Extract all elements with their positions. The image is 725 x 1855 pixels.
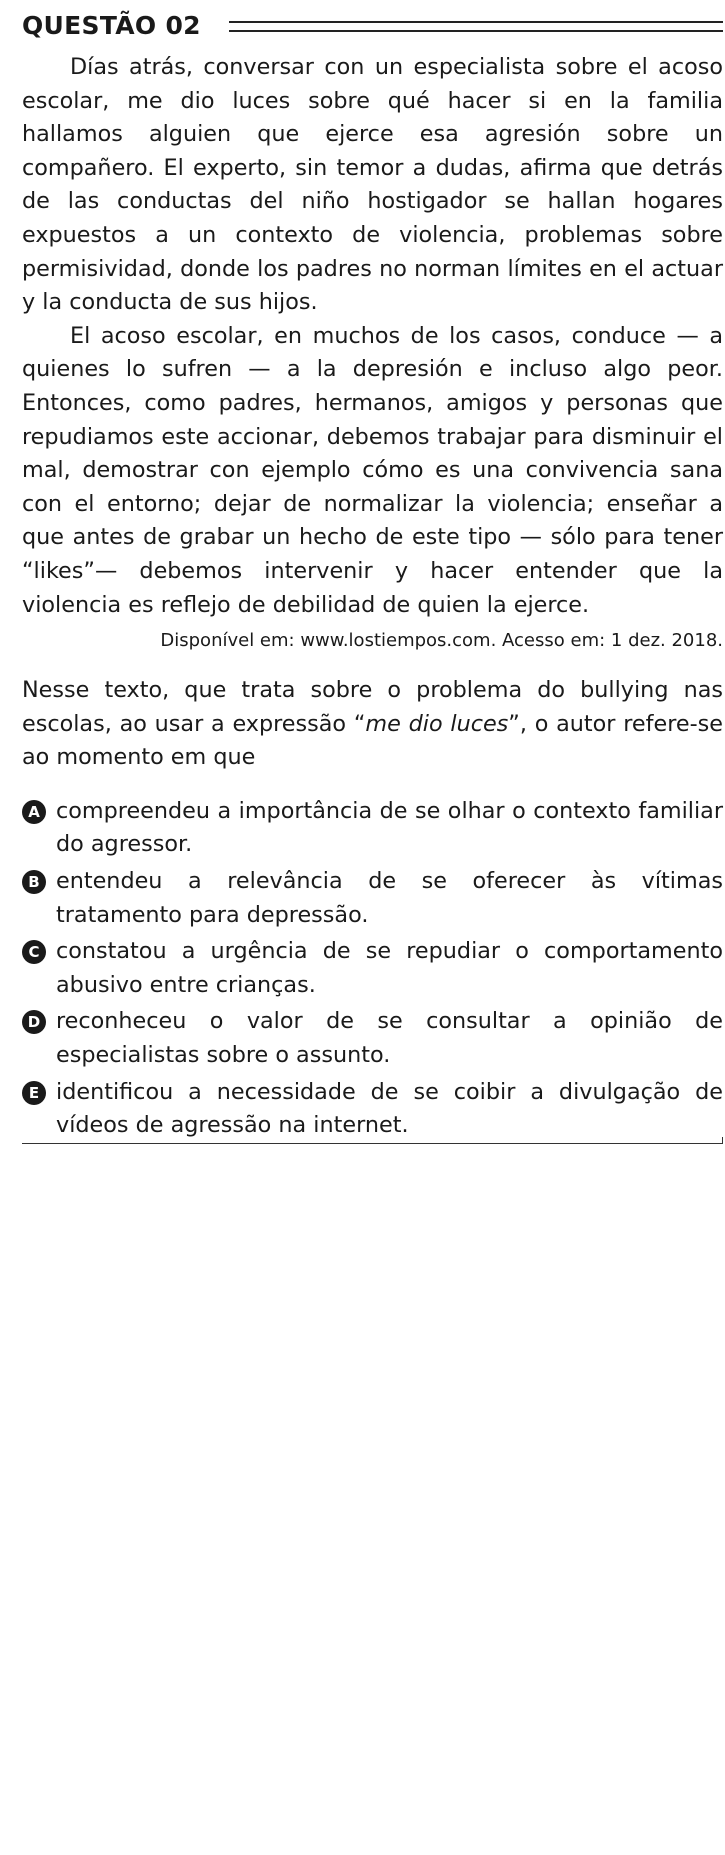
option-d-letter-badge: D [22,1010,46,1034]
option-c-letter-badge: C [22,940,46,964]
answer-options [22,795,723,1143]
option-b-text: entendeu a relevância de se oferecer às vítimas tratamento para depressão. [56,868,723,928]
option-c-text: constatou a urgência de se repudiar o comportamento abusivo entre crianças. [56,938,723,998]
question-stem-start: Nesse texto, que trata sobre o problema do bullying nas escolas, ao usar a expressão “ [22,677,723,737]
question-stem [22,674,723,775]
option-d[interactable] [22,1005,723,1072]
question-title: QUESTÃO 02 [22,10,201,40]
question-stem-end: ”, o autor refere-se ao momento em que [22,710,723,771]
passage-paragraph-2: El acoso escolar, en muchos de los casos, conduce — a quienes lo sufren — a la depresión e incluso algo peor. Entonces, como padres, hermanos, amigos y personas que repudiamos este accionar, debemos trabajar para disminuir el mal, demostrar con ejemplo cómo es una convivencia sana con el entorno; dejar de normalizar la violencia; enseñar a que antes de grabar un hecho de este tipo — sólo para tener “likes”— debemos intervenir y hacer entender que la violencia es reflejo de debilidad de quien la ejerce. [22,322,723,618]
option-a[interactable] [22,795,723,862]
option-e-letter-badge: E [22,1081,46,1105]
option-b[interactable] [22,865,723,932]
question-stem-expression: me dio luces [365,710,509,737]
passage [22,51,723,654]
option-b-letter-badge: B [22,870,46,894]
option-c[interactable] [22,935,723,1002]
option-a-text: compreendeu a importância de se olhar o contexto familiar do agressor. [56,797,723,858]
question-header [22,0,723,48]
title-double-rule [229,21,723,32]
question-page [22,0,723,1146]
option-a-letter-badge: A [22,800,46,824]
bottom-divider [22,1143,723,1144]
option-e-text: identificou a necessidade de se coibir a divulgação de vídeos de agressão na internet. [56,1078,723,1139]
option-e[interactable] [22,1076,723,1143]
passage-paragraph-1: Días atrás, conversar con un especialista sobre el acoso escolar, me dio luces sobre qué hacer si en la familia hallamos alguien que ejerce esa agresión sobre un compañero. El experto, sin temor a dudas, afirma que detrás de las conductas del niño hostigador se hallan hogares expuestos a un contexto de violencia, problemas sobre permisividad, donde los padres no norman límites en el actuar y la conducta de sus hijos. [22,54,723,316]
passage-source: Disponível em: www.lostiempos.com. Acesso em: 1 dez. 2018. [160,630,723,652]
option-d-text: reconheceu o valor de se consultar a opinião de especialistas sobre o assunto. [56,1008,723,1069]
